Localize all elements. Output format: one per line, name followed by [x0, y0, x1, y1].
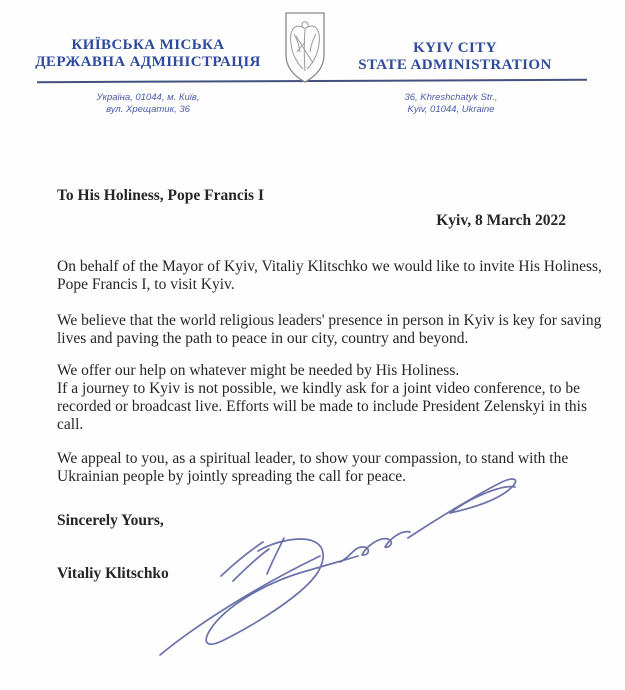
body-line: call.: [57, 416, 84, 433]
org-en-line1: KYIV CITY: [413, 40, 497, 56]
paragraph-offer: [57, 362, 587, 434]
address-english: [351, 92, 551, 116]
kyiv-archangel-crest-icon: [283, 11, 327, 84]
paragraph-belief: [57, 312, 601, 348]
body-line: We offer our help on whatever might be needed by His Holiness.: [57, 362, 460, 379]
address-ua-line1: Україна, 01044, м. Київ,: [96, 92, 200, 103]
body-line: Pope Francis I, to visit Kyiv.: [57, 276, 235, 293]
org-ua-line1: КИЇВСЬКА МІСЬКА: [71, 37, 225, 53]
dateline: Kyiv, 8 March 2022: [436, 212, 566, 229]
org-en-line2: STATE ADMINISTRATION: [358, 57, 552, 73]
body-line: recorded or broadcast live. Efforts will be made to include President Zelenskyi in this: [57, 398, 588, 415]
handwritten-signature: [140, 462, 535, 667]
org-ua-line2: ДЕРЖАВНА АДМІНІСТРАЦІЯ: [35, 54, 261, 70]
org-name-english: [340, 40, 570, 74]
closing-line: Sincerely Yours,: [57, 512, 164, 529]
paragraph-invitation: [57, 258, 602, 294]
address-en-line2: Kyiv, 01044, Ukraine: [407, 104, 495, 115]
recipient-line: To His Holiness, Pope Francis I: [57, 187, 264, 204]
body-line: On behalf of the Mayor of Kyiv, Vitaliy Klitschko we would like to invite His Holiness,: [57, 258, 602, 275]
address-ua-line2: вул. Хрещатик, 36: [106, 104, 190, 115]
signer-name: Vitaliy Klitschko: [57, 565, 169, 582]
address-ukrainian: [48, 92, 248, 116]
body-line: We appeal to you, as a spiritual leader, to show your compassion, to stand with the: [57, 450, 569, 467]
body-line: If a journey to Kyiv is not possible, we kindly ask for a joint video conference, to be: [57, 380, 580, 397]
body-line: Ukrainian people by jointly spreading the call for peace.: [57, 468, 407, 485]
org-name-ukrainian: [33, 37, 263, 71]
body-line: lives and paving the path to peace in our city, country and beyond.: [57, 330, 469, 347]
address-en-line1: 36, Khreshchatyk Str.,: [404, 92, 498, 103]
body-line: We believe that the world religious leaders' presence in person in Kyiv is key for saving: [57, 312, 602, 329]
